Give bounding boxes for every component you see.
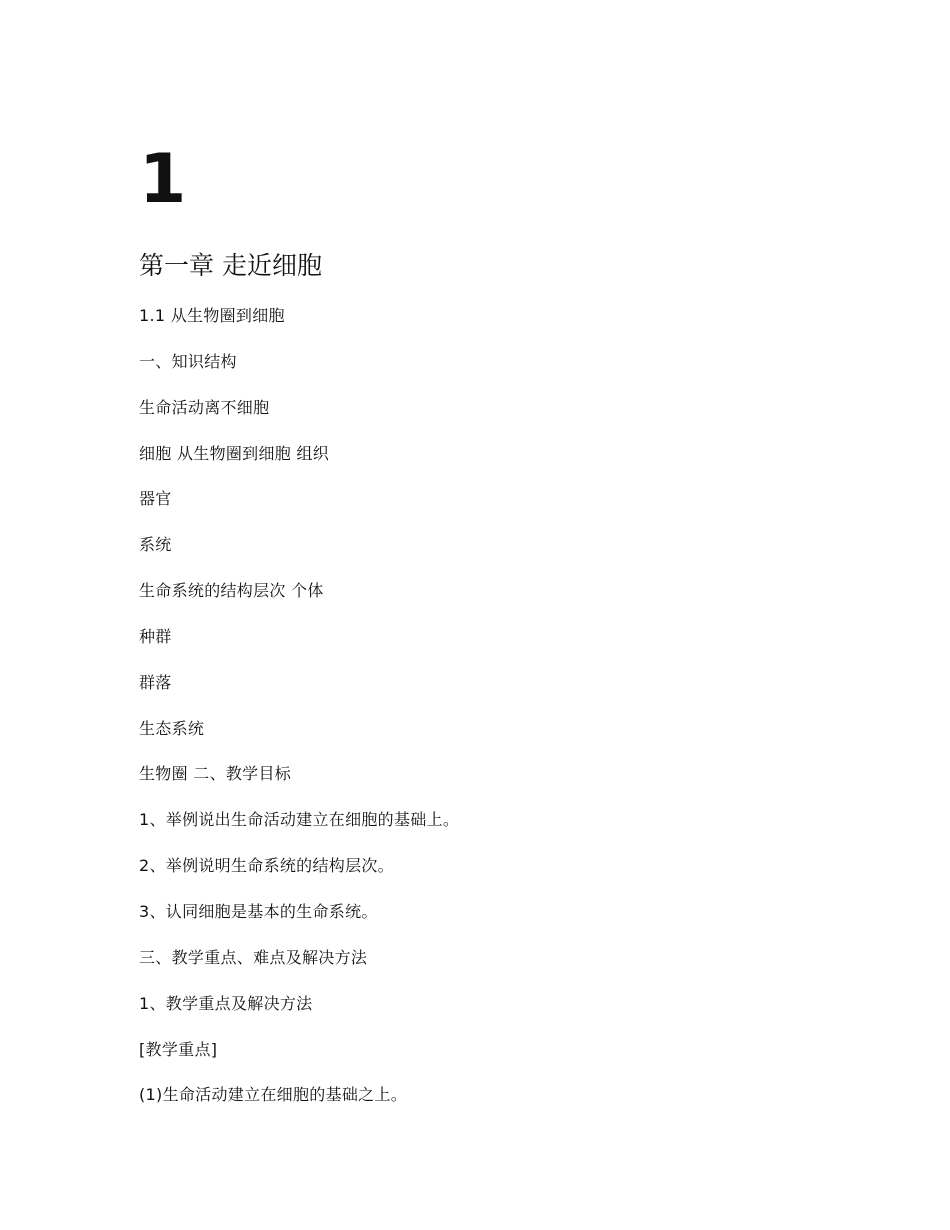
text-line: 2、举例说明生命系统的结构层次。 [139, 856, 394, 876]
text-line: 生命系统的结构层次 个体 [139, 581, 324, 601]
text-line: 1、教学重点及解决方法 [139, 993, 313, 1013]
text-line: 细胞 从生物圈到细胞 组织 [139, 443, 330, 463]
text-line: 3、认同细胞是基本的生命系统。 [139, 901, 378, 921]
section-heading: 1.1 从生物圈到细胞 [139, 306, 285, 325]
text-line: 1、举例说出生命活动建立在细胞的基础上。 [139, 810, 460, 830]
text-line: 生态系统 [139, 718, 205, 738]
text-line: 器官 [139, 489, 172, 509]
text-line: (1)生命活动建立在细胞的基础之上。 [139, 1085, 408, 1105]
text-line: 生物圈 二、教学目标 [139, 764, 292, 784]
text-line: [教学重点] [139, 1039, 218, 1059]
text-line: 系统 [139, 535, 172, 555]
text-line: 一、知识结构 [139, 351, 237, 371]
text-line: 三、教学重点、难点及解决方法 [139, 947, 368, 967]
text-line: 种群 [139, 626, 172, 646]
page-number: 1 [139, 140, 187, 219]
chapter-title: 第一章 走近细胞 [139, 251, 322, 280]
body-text [139, 302, 459, 1127]
text-line: 群落 [139, 672, 172, 692]
text-line: 生命活动离不细胞 [139, 397, 270, 417]
